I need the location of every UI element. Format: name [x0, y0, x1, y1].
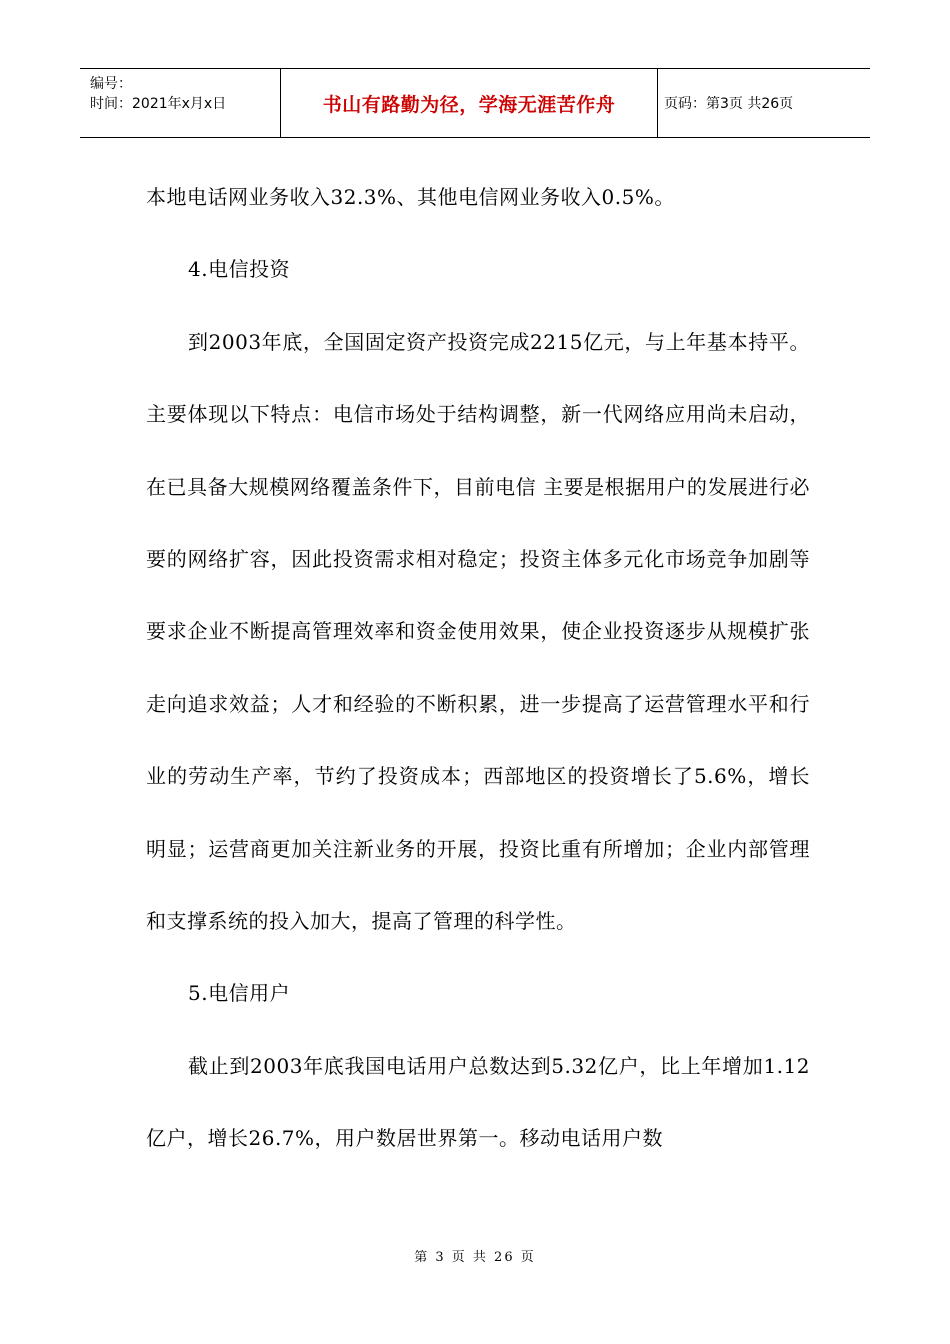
document-number-label: 编号：	[90, 76, 132, 92]
paragraph-income-continued: 本地电话网业务收入32.3%、其他电信网业务收入0.5%。	[146, 185, 675, 209]
paragraph-investment: 到2003年底，全国固定资产投资完成2215亿元，与上年基本持平。主要体现以下特点：电信市场处于结构调整，新一代网络应用尚未启动，在已具备大规模网络覆盖条件下，目前电信 主要是根据用户的发展进行必要的网络扩容，因此投资需求相对稳定；投资主体多元化市场竞争加剧等要求企业不断提高管理效率和资金使用效果，使企业投资逐步从规模扩张走向追求效益；人才和经验的不断积累，进一步提高了运营管理水平和行业的劳动生产率，节约了投资成本；西部地区的投资增长了5.6%，增长明显；运营商更加关注新业务的开展，投资比重有所增加；企业内部管理和支撑系统的投入加大，提高了管理的科学性。	[146, 329, 810, 934]
document-body	[146, 161, 810, 1175]
section-heading-investment: 4.电信投资	[188, 257, 291, 282]
header-page-info-cell	[658, 69, 870, 137]
paragraph-users: 截止到2003年底我国电话用户总数达到5.32亿户，比上年增加1.12亿户，增长26.7%，用户数居世界第一。移动电话用户数	[146, 1053, 810, 1151]
page-header	[80, 68, 870, 138]
header-motto-cell	[281, 69, 658, 137]
motto: 书山有路勤为径，学海无涯苦作舟	[322, 93, 616, 116]
header-meta	[80, 69, 281, 137]
page-footer: 第 3 页 共 26 页	[414, 1250, 536, 1265]
document-date: 时间：2021年x月x日	[90, 96, 227, 112]
section-heading-users: 5.电信用户	[188, 981, 291, 1006]
header-page-info: 页码：第3页 共26页	[664, 96, 794, 112]
